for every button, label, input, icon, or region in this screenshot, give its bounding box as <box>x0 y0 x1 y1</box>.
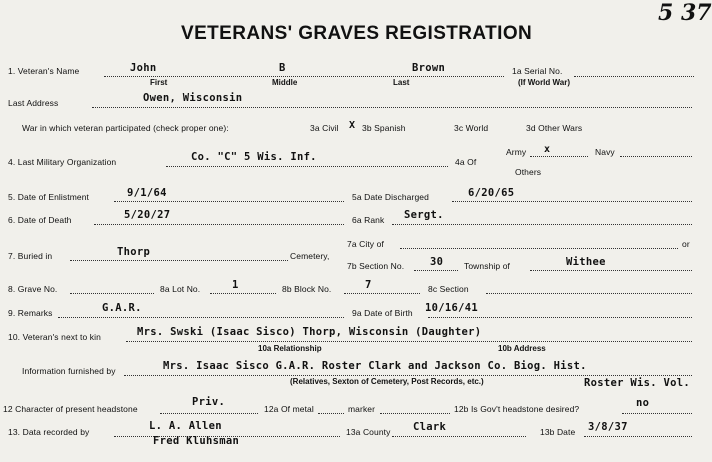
next-of-kin-label: 10. Veteran's next to kin <box>8 332 101 342</box>
block-number-label: 8b Block No. <box>282 284 332 294</box>
city-label: 7a City of <box>347 239 384 249</box>
information-note: (Relatives, Sexton of Cemetery, Post Records, etc.) <box>290 377 484 386</box>
county-value: Clark <box>413 421 447 433</box>
recorded-by-value-second: Fred Kluhsman <box>153 435 240 447</box>
govt-headstone-line <box>622 413 692 414</box>
recorded-by-label: 13. Data recorded by <box>8 427 90 437</box>
recorded-by-value: L. A. Allen <box>149 420 222 432</box>
city-line <box>400 248 678 249</box>
county-line <box>392 436 526 437</box>
army-checkmark: x <box>544 144 551 155</box>
discharged-line <box>452 201 692 202</box>
next-of-kin-value: Mrs. Swski (Isaac Sisco) Thorp, Wisconsin (Daughter) <box>137 326 482 338</box>
relationship-sublabel: 10a Relationship <box>258 344 322 353</box>
buried-in-value: Thorp <box>117 246 151 258</box>
record-date-label: 13b Date <box>540 427 576 437</box>
lot-number-value: 1 <box>232 279 239 291</box>
headstone-character-line <box>160 413 258 414</box>
buried-in-line <box>70 260 288 261</box>
war-label: War in which veteran participated (check proper one): <box>22 123 229 133</box>
rank-line <box>392 224 692 225</box>
grave-number-label: 8. Grave No. <box>8 284 58 294</box>
middle-name-value: B <box>279 62 286 74</box>
lot-number-line <box>210 293 276 294</box>
last-address-value: Owen, Wisconsin <box>143 92 243 104</box>
navy-line <box>620 156 692 157</box>
navy-label: Navy <box>595 147 615 157</box>
govt-headstone-label: 12b Is Gov't headstone desired? <box>454 404 580 414</box>
township-label: Township of <box>464 261 510 271</box>
metal-line <box>318 413 344 414</box>
military-org-value: Co. "C" 5 Wis. Inf. <box>191 151 317 163</box>
lot-number-label: 8a Lot No. <box>160 284 201 294</box>
block-number-line <box>344 293 420 294</box>
grave-section-line <box>486 293 692 294</box>
discharged-value: 6/20/65 <box>468 187 515 199</box>
enlistment-line <box>114 201 344 202</box>
address-sublabel: 10b Address <box>498 344 546 353</box>
serial-line <box>574 76 694 77</box>
marker-label: marker <box>348 404 376 414</box>
civil-war-label: 3a Civil <box>310 123 339 133</box>
section-number-value: 30 <box>430 256 444 268</box>
block-number-value: 7 <box>365 279 372 291</box>
headstone-character-value: Priv. <box>192 396 226 408</box>
birth-date-label: 9a Date of Birth <box>352 308 413 318</box>
discharged-label: 5a Date Discharged <box>352 192 429 202</box>
govt-headstone-value: no <box>636 397 650 409</box>
military-org-line <box>166 166 448 167</box>
spanish-war-label: 3b Spanish <box>362 123 406 133</box>
serial-label: 1a Serial No. <box>512 66 563 76</box>
military-org-label: 4. Last Military Organization <box>8 157 117 167</box>
information-line <box>124 375 692 376</box>
information-label: Information furnished by <box>22 366 116 376</box>
rank-label: 6a Rank <box>352 215 385 225</box>
section-number-label: 7b Section No. <box>347 261 405 271</box>
last-address-label: Last Address <box>8 98 59 108</box>
rank-value: Sergt. <box>404 209 444 221</box>
veteran-name-label: 1. Veteran's Name <box>8 66 80 76</box>
veteran-name-line <box>104 76 504 77</box>
birth-date-value: 10/16/41 <box>425 302 478 314</box>
first-name-value: John <box>130 62 157 74</box>
grave-number-line <box>70 293 154 294</box>
information-value-continued: Roster Wis. Vol. <box>584 377 690 389</box>
cemetery-label: Cemetery, <box>290 251 330 261</box>
information-value: Mrs. Isaac Sisco G.A.R. Roster Clark and Jackson Co. Biog. Hist. <box>163 360 587 372</box>
middle-sublabel: Middle <box>272 78 298 87</box>
last-sublabel: Last <box>393 78 410 87</box>
form-title: VETERANS' GRAVES REGISTRATION <box>181 23 533 44</box>
city-or-label: or <box>682 239 690 249</box>
marker-line <box>380 413 450 414</box>
first-sublabel: First <box>150 78 168 87</box>
service-of-label: 4a Of <box>455 157 477 167</box>
remarks-value: G.A.R. <box>102 302 142 314</box>
remarks-label: 9. Remarks <box>8 308 53 318</box>
death-date-value: 5/20/27 <box>124 209 171 221</box>
civil-war-checkmark: X <box>349 120 356 131</box>
buried-in-label: 7. Buried in <box>8 251 53 261</box>
last-address-line <box>92 107 692 108</box>
death-date-label: 6. Date of Death <box>8 215 72 225</box>
township-value: Withee <box>566 256 606 268</box>
record-date-value: 3/8/37 <box>588 421 628 433</box>
others-label: Others <box>515 167 542 177</box>
next-of-kin-line <box>126 341 692 342</box>
section-number-line <box>414 270 458 271</box>
remarks-line <box>58 317 344 318</box>
grave-section-label: 8c Section <box>428 284 469 294</box>
death-date-line <box>94 224 344 225</box>
card-number: 5 37 <box>658 0 712 26</box>
army-line <box>530 156 588 157</box>
county-label: 13a County <box>346 427 391 437</box>
other-wars-label: 3d Other Wars <box>526 123 583 133</box>
world-war-label: 3c World <box>454 123 489 133</box>
serial-note: (If World War) <box>518 78 570 87</box>
township-line <box>530 270 692 271</box>
birth-date-line <box>428 317 692 318</box>
enlistment-label: 5. Date of Enlistment <box>8 192 89 202</box>
headstone-character-label: 12 Character of present headstone <box>3 404 138 414</box>
army-label: Army <box>506 147 527 157</box>
metal-label: 12a Of metal <box>264 404 314 414</box>
last-name-value: Brown <box>412 62 446 74</box>
enlistment-value: 9/1/64 <box>127 187 167 199</box>
record-date-line <box>584 436 692 437</box>
